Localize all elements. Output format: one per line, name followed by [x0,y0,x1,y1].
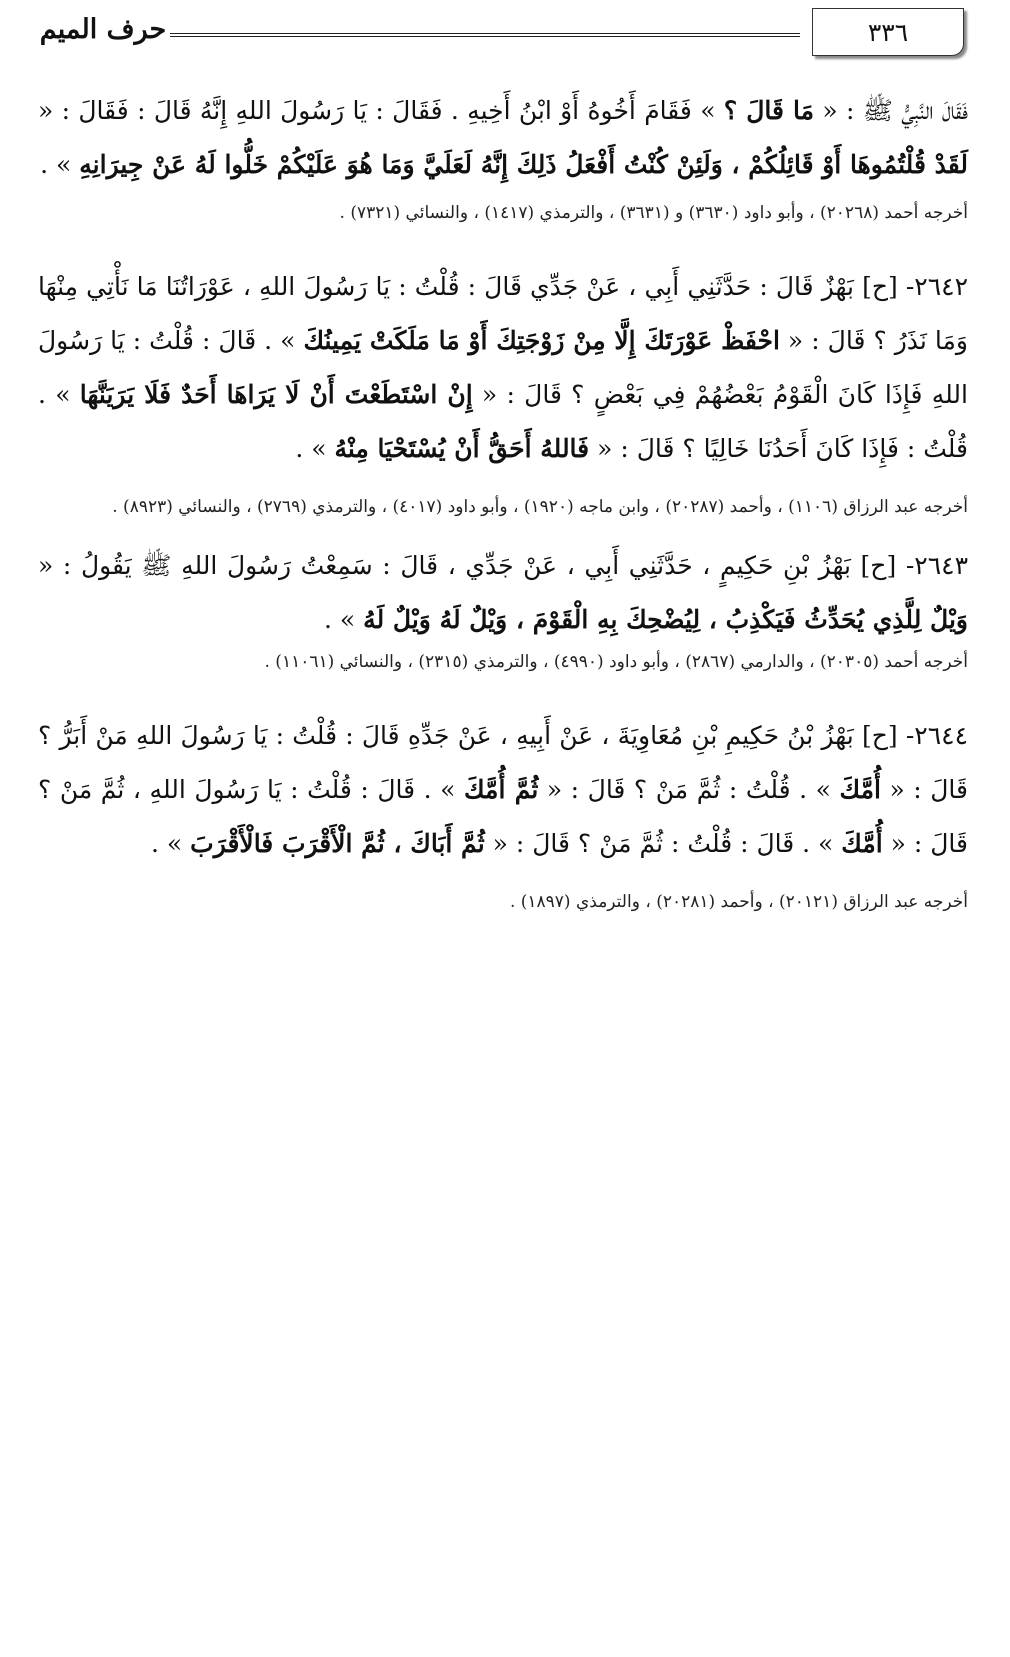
text-run: ٢٦٤٣- [ح] بَهْزُ بْنِ حَكِيمٍ ، حَدَّثَنِي أَبِي ، عَنْ جَدِّي ، قَالَ : سَمِعْتُ رَسُولَ اللهِ ﷺ يَقُولُ : « [38,551,968,580]
header-rule [170,33,800,37]
text-run: فَقَالَ النَّبِيُّ ﷺ : « [814,96,968,125]
page-number [812,8,964,56]
text-run: » . [295,434,335,463]
hadith-continuation [38,84,968,192]
text-run: » . قَالَ : قُلْتُ : يَا رَسُولَ اللهِ ، ثُمَّ مَنْ ؟ قَالَ : « [38,775,968,858]
text-run: » . قَالَ : قُلْتُ : يَا رَسُولَ اللهِ فَإِذَا كَانَ الْقَوْمُ بَعْضُهُمْ فِي بَعْضٍ ؟ قَالَ : « [38,326,968,409]
text-run: » . قَالَ : قُلْتُ : ثُمَّ مَنْ ؟ قَالَ : « [484,829,842,858]
prophetic-speech: ثُمَّ أُمَّكَ [463,775,539,804]
prophetic-speech: لَقَدْ قُلْتُمُوهَا أَوْ قَائِلُكُمْ ، وَلَئِنْ كُنْتُ أَفْعَلُ ذَلِكَ إِنَّهُ لَعَلَيَّ وَمَا هُوَ عَلَيْكُمْ خَلُّوا لَهُ عَنْ جِيرَانِهِ [79,150,968,179]
text-run: » . [151,829,191,858]
prophetic-speech: احْفَظْ عَوْرَتَكَ إِلَّا مِنْ زَوْجَتِكَ أَوْ مَا مَلَكَتْ يَمِينُكَ [303,326,780,355]
text-run: » . [324,605,364,634]
prophetic-speech: ثُمَّ أَبَاكَ ، ثُمَّ الْأَقْرَبَ فَالْأَقْرَبَ [190,829,485,858]
main-text [38,84,968,918]
prophetic-speech: وَيْلٌ لِلَّذِي يُحَدِّثُ فَيَكْذِبُ ، لِيُضْحِكَ بِهِ الْقَوْمَ ، وَيْلٌ لَهُ وَيْلٌ لَهُ [363,605,968,634]
takhrij-note: أخرجه أحمد (٢٠٣٠٥) ، والدارمي (٢٨٦٧) ، وأبو داود (٤٩٩٠) ، والترمذي (٢٣١٥) ، والنسائي (١١٠٦١) . [264,652,968,672]
hadith-2644 [38,709,968,871]
text-run: ٢٦٤٢- [ح] بَهْزٌ قَالَ : حَدَّثَنِي أَبِي ، عَنْ جَدِّي قَالَ : قُلْتُ : يَا رَسُولَ اللهِ ، عَوْرَاتُنَا مَا نَأْتِي مِنْهَا وَمَا نَذَرُ ؟ قَالَ : « [38,272,968,355]
text-run: » فَقَامَ أَخُوهُ أَوْ ابْنُ أَخِيهِ . فَقَالَ : يَا رَسُولَ اللهِ إِنَّهُ قَالَ : فَقَالَ : « [38,96,724,125]
takhrij-note: أخرجه أحمد (٢٠٢٦٨) ، وأبو داود (٣٦٣٠) و (٣٦٣١) ، والترمذي (١٤١٧) ، والنسائي (٧٣٢١) . [339,203,968,223]
chapter-title: حرف الميم [39,14,167,45]
takhrij-note: أخرجه عبد الرزاق (١١٠٦) ، وأحمد (٢٠٢٨٧) ، وابن ماجه (١٩٢٠) ، وأبو داود (٤٠١٧) ، والترمذي (٢٧٦٩) ، والنسائي (٨٩٢٣) . [112,497,968,517]
text-run: » . قُلْتُ : فَإِذَا كَانَ أَحَدُنَا خَالِيًا ؟ قَالَ : « [38,380,968,463]
text-run: » . قُلْتُ : ثُمَّ مَنْ ؟ قَالَ : « [538,775,840,804]
prophetic-speech: فَاللهُ أَحَقُّ أَنْ يُسْتَحْيَا مِنْهُ [334,434,590,463]
text-run: ٢٦٤٤- [ح] بَهْزُ بْنُ حَكِيمِ بْنِ مُعَاوِيَةَ ، عَنْ أَبِيهِ ، عَنْ جَدِّهِ قَالَ : قُلْتُ : يَا رَسُولَ اللهِ مَنْ أَبَرُّ ؟ قَالَ : « [38,721,968,804]
takhrij-note: أخرجه عبد الرزاق (٢٠١٢١) ، وأحمد (٢٠٢٨١) ، والترمذي (١٨٩٧) . [509,892,968,912]
page-number-text: ٣٣٦ [867,17,909,47]
text-run: » . [40,150,80,179]
prophetic-speech: إِنْ اسْتَطَعْتَ أَنْ لَا يَرَاهَا أَحَدٌ فَلَا يَرَيَنَّهَا [79,380,473,409]
hadith-2643 [38,539,968,647]
prophetic-speech: أُمَّكَ [839,775,881,804]
prophetic-speech: مَا قَالَ ؟ [723,96,815,125]
prophetic-speech: أُمَّكَ [841,829,883,858]
hadith-2642 [38,260,968,476]
